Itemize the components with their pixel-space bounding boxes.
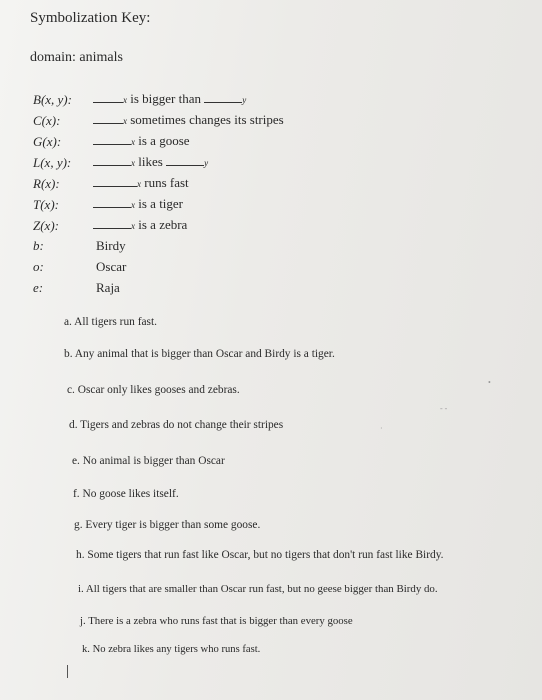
predicate-symbol: Z(x):	[33, 218, 59, 233]
question-g: g. Every tiger is bigger than some goose.	[74, 519, 261, 531]
question-j: j. There is a zebra who runs fast that is bigger than every goose	[80, 615, 353, 627]
name-value: Birdy	[96, 238, 126, 253]
predicate-symbol: R(x):	[33, 176, 60, 191]
text-cursor	[67, 665, 68, 678]
stray-mark: •	[488, 378, 491, 387]
question-i: i. All tigers that are smaller than Oscar run fast, but no geese bigger than Birdy do.	[78, 583, 438, 595]
question-e: e. No animal is bigger than Oscar	[72, 455, 225, 467]
question-b: b. Any animal that is bigger than Oscar and Birdy is a tiger.	[64, 348, 335, 360]
stray-mark: - -	[440, 404, 448, 413]
predicate-definition: x is a goose	[93, 133, 190, 149]
predicate-symbol: C(x):	[33, 113, 61, 128]
question-h: h. Some tigers that run fast like Oscar, but no tigers that don't run fast like Birdy.	[76, 549, 444, 561]
predicate-definition: x is a zebra	[93, 217, 187, 233]
name-value: Raja	[96, 280, 120, 295]
question-c: c. Oscar only likes gooses and zebras.	[67, 384, 240, 396]
name-symbol: e:	[33, 280, 44, 295]
name-symbol: b:	[33, 238, 44, 253]
predicate-symbol: B(x, y):	[33, 92, 72, 107]
stray-mark: ·	[380, 424, 383, 433]
domain-label: domain: animals	[30, 50, 123, 65]
predicate-definition: x is a tiger	[93, 196, 183, 212]
name-value: Oscar	[96, 259, 127, 274]
page-title: Symbolization Key:	[30, 10, 151, 26]
question-k: k. No zebra likes any tigers who runs fast.	[82, 644, 261, 655]
predicate-definition: x runs fast	[93, 175, 189, 191]
question-a: a. All tigers run fast.	[64, 316, 158, 328]
question-d: d. Tigers and zebras do not change their stripes	[69, 419, 284, 431]
predicate-symbol: T(x):	[33, 197, 59, 212]
predicate-definition: x likes y	[93, 154, 208, 170]
name-symbol: o:	[33, 259, 44, 274]
predicate-symbol: L(x, y):	[33, 155, 72, 170]
predicate-definition: x is bigger than y	[93, 91, 246, 107]
predicate-definition: x sometimes changes its stripes	[93, 112, 284, 128]
question-f: f. No goose likes itself.	[73, 488, 179, 500]
predicate-symbol: G(x):	[33, 134, 62, 149]
